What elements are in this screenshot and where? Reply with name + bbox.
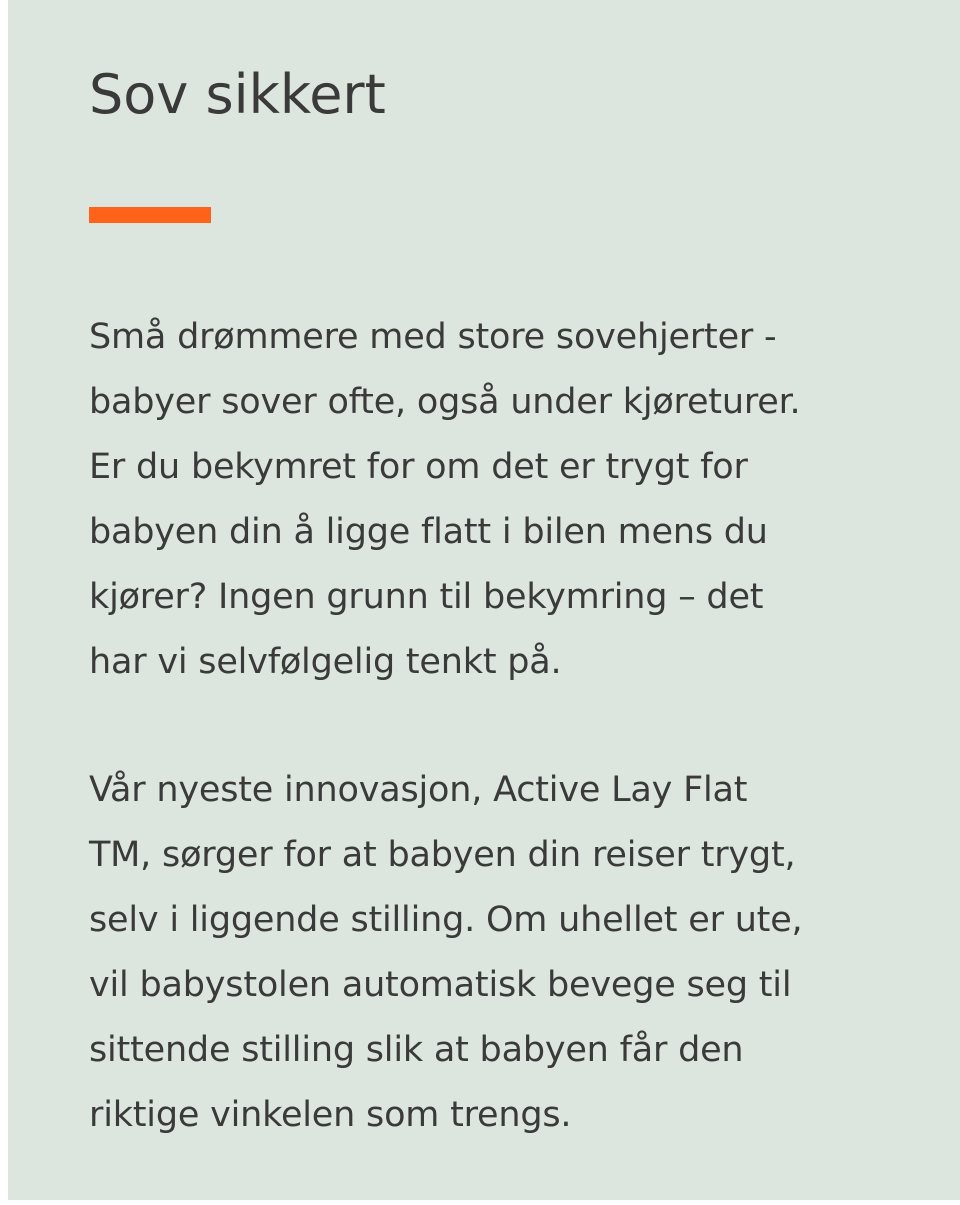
paragraph-line: Små drømmere med store sovehjerter - xyxy=(89,317,777,357)
paragraph-line: Vår nyeste innovasjon, Active Lay Flat xyxy=(89,770,748,810)
paragraph-line: babyen din å ligge flatt i bilen mens du xyxy=(89,512,768,552)
paragraph-line: riktige vinkelen som trengs. xyxy=(89,1095,572,1135)
paragraph-line: babyer sover ofte, også under kjøreturer. xyxy=(89,382,801,422)
section-title: Sov sikkert xyxy=(89,63,386,126)
paragraph-line: selv i liggende stilling. Om uhellet er ute, xyxy=(89,900,803,940)
content-card xyxy=(8,0,960,1200)
paragraph-line: har vi selvfølgelig tenkt på. xyxy=(89,642,562,682)
accent-divider xyxy=(89,207,211,223)
paragraph-line: Er du bekymret for om det er trygt for xyxy=(89,447,748,487)
paragraph-line: kjører? Ingen grunn til bekymring – det xyxy=(89,577,764,617)
paragraph-sleep-safety xyxy=(89,305,800,695)
paragraph-line: TM, sørger for at babyen din reiser trygt, xyxy=(89,835,796,875)
paragraph-active-lay-flat xyxy=(89,758,802,1148)
paragraph-line: vil babystolen automatisk bevege seg til xyxy=(89,965,792,1005)
paragraph-line: sittende stilling slik at babyen får den xyxy=(89,1030,744,1070)
